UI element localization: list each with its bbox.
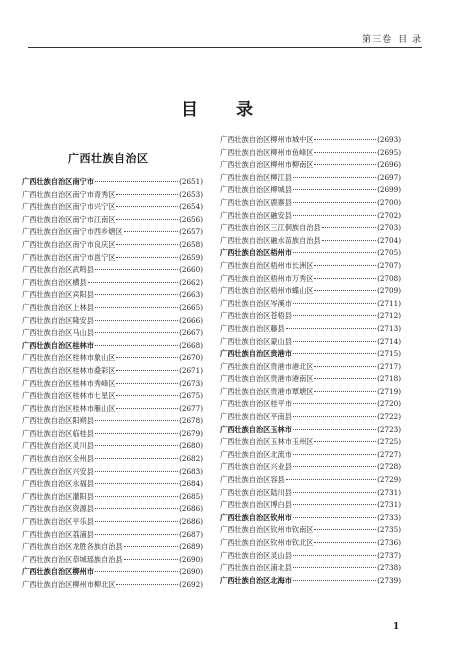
dot-leader bbox=[95, 521, 178, 522]
toc-entry-title: 广西壮族自治区柳州市城中区 bbox=[220, 135, 314, 144]
dot-leader bbox=[116, 357, 178, 358]
toc-entry-title: 广西壮族自治区隆安县 bbox=[22, 315, 94, 325]
dot-leader bbox=[322, 240, 376, 241]
toc-entry-title: 广西壮族自治区全州县 bbox=[22, 454, 94, 464]
toc-entry-title: 广西壮族自治区梧州市万秀区 bbox=[220, 273, 314, 283]
dot-leader bbox=[314, 139, 376, 140]
toc-entry[interactable] bbox=[220, 222, 401, 235]
volume-label: 第三卷 bbox=[362, 35, 393, 45]
toc-entry[interactable] bbox=[220, 210, 401, 223]
toc-entry-page: (2723) bbox=[377, 424, 401, 434]
toc-entry-page: (2653) bbox=[179, 189, 203, 199]
dot-leader bbox=[95, 420, 178, 421]
toc-entry-page: (2683) bbox=[179, 466, 203, 476]
toc-entry-page: (2728) bbox=[377, 462, 401, 472]
toc-entry[interactable] bbox=[220, 537, 401, 550]
dot-leader bbox=[95, 320, 178, 321]
dot-leader bbox=[293, 555, 376, 556]
toc-entry[interactable] bbox=[22, 516, 203, 529]
toc-entry[interactable] bbox=[220, 235, 401, 248]
toc-entry-title: 广西壮族自治区桂林市叠彩区 bbox=[22, 365, 116, 375]
dot-leader bbox=[88, 282, 178, 283]
toc-entry[interactable] bbox=[220, 323, 401, 336]
toc-entry-title: 广西壮族自治区柳州市 bbox=[22, 567, 94, 577]
dot-leader bbox=[95, 345, 178, 346]
toc-entry[interactable] bbox=[220, 336, 401, 349]
toc-entry[interactable] bbox=[22, 289, 203, 302]
toc-entry[interactable] bbox=[220, 524, 401, 537]
toc-entry-title: 广西壮族自治区兴安县 bbox=[22, 466, 94, 476]
toc-entry[interactable] bbox=[220, 310, 401, 323]
toc-entry[interactable] bbox=[22, 189, 203, 202]
toc-entry-page: (2720) bbox=[377, 399, 401, 409]
toc-entry[interactable] bbox=[22, 252, 203, 265]
toc-entry[interactable] bbox=[220, 147, 401, 160]
toc-entry-page: (2668) bbox=[179, 340, 203, 350]
dot-leader bbox=[95, 508, 178, 509]
toc-entry-title: 广西壮族自治区南宁市青秀区 bbox=[22, 189, 116, 199]
toc-entry-page: (2684) bbox=[179, 479, 203, 489]
page-number: 1 bbox=[393, 622, 400, 632]
toc-entry-page: (2687) bbox=[179, 529, 203, 539]
toc-entry-title: 广西壮族自治区临桂县 bbox=[22, 428, 94, 438]
dot-leader bbox=[116, 370, 178, 371]
toc-entry-page: (2731) bbox=[377, 500, 401, 510]
dot-leader bbox=[293, 454, 376, 455]
toc-entry[interactable] bbox=[22, 315, 203, 328]
toc-entry[interactable] bbox=[220, 562, 401, 575]
dot-leader bbox=[293, 353, 376, 354]
toc-entry[interactable] bbox=[22, 277, 203, 290]
toc-entry-page: (2666) bbox=[179, 315, 203, 325]
toc-entry-page: (2719) bbox=[377, 386, 401, 396]
toc-entry[interactable] bbox=[22, 579, 203, 592]
dot-leader bbox=[293, 189, 376, 190]
toc-entry-title: 广西壮族自治区柳城县 bbox=[220, 185, 292, 195]
toc-entry-page: (2686) bbox=[179, 504, 203, 514]
toc-entry-page: (2671) bbox=[179, 365, 203, 375]
dot-leader bbox=[293, 416, 376, 417]
toc-entry-page: (2679) bbox=[179, 428, 203, 438]
toc-entry-title: 广西壮族自治区南宁市西乡塘区 bbox=[22, 227, 123, 237]
toc-entry-title: 广西壮族自治区桂平市 bbox=[220, 399, 292, 409]
toc-entry-title: 广西壮族自治区南宁市兴宁区 bbox=[22, 202, 116, 212]
toc-entry-title: 广西壮族自治区资源县 bbox=[22, 504, 94, 514]
toc-entry[interactable] bbox=[220, 247, 401, 260]
toc-entry-page: (2718) bbox=[377, 374, 401, 384]
toc-entry-page: (2673) bbox=[179, 378, 203, 388]
toc-entry-title: 广西壮族自治区钦州市 bbox=[220, 512, 292, 522]
toc-entry-page: (2651) bbox=[179, 177, 203, 186]
dot-leader bbox=[116, 244, 178, 245]
dot-leader bbox=[95, 269, 178, 270]
toc-entry-page: (2729) bbox=[377, 475, 401, 485]
dot-leader bbox=[95, 458, 178, 459]
toc-entry-title: 广西壮族自治区玉林市 bbox=[220, 424, 292, 434]
toc-entry-title: 广西壮族自治区南宁市良庆区 bbox=[22, 239, 116, 249]
dot-leader bbox=[293, 567, 376, 568]
toc-entry-page: (2739) bbox=[377, 575, 401, 585]
dot-leader bbox=[293, 202, 376, 203]
toc-entry-page: (2657) bbox=[179, 227, 203, 237]
toc-entry-title: 广西壮族自治区宾阳县 bbox=[22, 290, 94, 300]
toc-entry-page: (2699) bbox=[377, 185, 401, 195]
toc-entry-page: (2662) bbox=[179, 277, 203, 287]
toc-entry[interactable] bbox=[220, 172, 401, 185]
toc-entry-page: (2737) bbox=[377, 550, 401, 560]
toc-entry[interactable] bbox=[22, 239, 203, 252]
dot-leader bbox=[95, 332, 178, 333]
toc-entry-title: 广西壮族自治区龙胜各族自治县 bbox=[22, 542, 123, 552]
toc-entry[interactable] bbox=[220, 159, 401, 172]
toc-entry-title: 广西壮族自治区鹿寨县 bbox=[220, 197, 292, 207]
dot-leader bbox=[293, 429, 376, 430]
toc-entry[interactable] bbox=[220, 134, 401, 147]
toc-entry-page: (2725) bbox=[377, 437, 401, 447]
toc-entry-title: 广西壮族自治区藤县 bbox=[220, 323, 285, 333]
toc-entry-page: (2663) bbox=[179, 290, 203, 300]
toc-entry-page: (2658) bbox=[179, 239, 203, 249]
toc-entry-title: 广西壮族自治区阳朔县 bbox=[22, 416, 94, 426]
toc-column-left bbox=[22, 176, 203, 592]
dot-leader bbox=[314, 265, 376, 266]
toc-entry-page: (2712) bbox=[377, 311, 401, 321]
dot-leader bbox=[95, 307, 178, 308]
dot-leader bbox=[124, 559, 178, 560]
toc-entry-page: (2717) bbox=[377, 361, 401, 371]
toc-entry-title: 广西壮族自治区荔浦县 bbox=[22, 529, 94, 539]
toc-entry[interactable] bbox=[22, 478, 203, 491]
toc-entry[interactable] bbox=[22, 390, 203, 403]
dot-leader bbox=[124, 546, 178, 547]
toc-entry[interactable] bbox=[220, 285, 401, 298]
dot-leader bbox=[293, 215, 376, 216]
dot-leader bbox=[314, 391, 376, 392]
toc-entry-title: 广西壮族自治区梧州市蝶山区 bbox=[220, 286, 314, 296]
toc-entry[interactable] bbox=[22, 352, 203, 365]
dot-leader bbox=[116, 383, 178, 384]
toc-entry-title: 广西壮族自治区南宁市邕宁区 bbox=[22, 252, 116, 262]
dot-leader bbox=[116, 395, 178, 396]
toc-entry-title: 广西壮族自治区陆川县 bbox=[220, 487, 292, 497]
dot-leader bbox=[116, 257, 178, 258]
toc-entry-title: 广西壮族自治区贵港市覃塘区 bbox=[220, 386, 314, 396]
toc-entry-page: (2690) bbox=[179, 567, 203, 577]
dot-leader bbox=[95, 483, 178, 484]
dot-leader bbox=[95, 433, 178, 434]
toc-entry-title: 广西壮族自治区永福县 bbox=[22, 479, 94, 489]
toc-entry-page: (2686) bbox=[179, 517, 203, 527]
dot-leader bbox=[293, 341, 376, 342]
dot-leader bbox=[116, 219, 178, 220]
dot-leader bbox=[293, 517, 376, 518]
toc-entry-page: (2733) bbox=[377, 512, 401, 522]
toc-entry-title: 广西壮族自治区梧州市长洲区 bbox=[220, 260, 314, 270]
toc-entry[interactable] bbox=[22, 415, 203, 428]
toc-entry-page: (2654) bbox=[179, 202, 203, 212]
toc-entry[interactable] bbox=[22, 503, 203, 516]
toc-entry-page: (2714) bbox=[377, 336, 401, 346]
toc-entry[interactable] bbox=[22, 541, 203, 554]
toc-entry[interactable] bbox=[220, 386, 401, 399]
toc-entry[interactable] bbox=[220, 298, 401, 311]
dot-leader bbox=[314, 290, 376, 291]
toc-entry-title: 广西壮族自治区博白县 bbox=[220, 500, 292, 510]
toc-entry-page: (2682) bbox=[179, 454, 203, 464]
toc-entry-page: (2695) bbox=[377, 147, 401, 157]
dot-leader bbox=[314, 152, 376, 153]
dot-leader bbox=[116, 408, 178, 409]
toc-entry-page: (2656) bbox=[179, 214, 203, 224]
toc-entry-title: 广西壮族自治区灌阳县 bbox=[22, 491, 94, 501]
toc-entry-title: 广西壮族自治区融水苗族自治县 bbox=[220, 235, 321, 245]
toc-entry-title: 广西壮族自治区三江侗族自治县 bbox=[220, 223, 321, 233]
toc-entry-page: (2707) bbox=[377, 260, 401, 270]
toc-entry-page: (2692) bbox=[179, 580, 203, 589]
toc-entry-page: (2696) bbox=[377, 160, 401, 170]
toc-entry[interactable] bbox=[220, 461, 401, 474]
toc-entry[interactable] bbox=[22, 226, 203, 239]
toc-entry-title: 广西壮族自治区桂林市象山区 bbox=[22, 353, 116, 363]
dot-leader bbox=[293, 177, 376, 178]
toc-entry-page: (2731) bbox=[377, 487, 401, 497]
toc-entry[interactable] bbox=[22, 466, 203, 479]
toc-column-right bbox=[220, 134, 401, 587]
dot-leader bbox=[314, 542, 376, 543]
dot-leader bbox=[293, 303, 376, 304]
toc-entry-page: (2700) bbox=[377, 197, 401, 207]
toc-entry-title: 广西壮族自治区桂林市 bbox=[22, 340, 94, 350]
toc-entry[interactable] bbox=[220, 424, 401, 437]
dot-leader bbox=[293, 403, 376, 404]
toc-entry-title: 广西壮族自治区柳州市柳北区 bbox=[22, 580, 116, 589]
toc-entry[interactable] bbox=[22, 201, 203, 214]
toc-entry-title: 广西壮族自治区马山县 bbox=[22, 328, 94, 338]
toc-entry-title: 广西壮族自治区钦州市钦北区 bbox=[220, 538, 314, 547]
toc-entry-page: (2708) bbox=[377, 273, 401, 283]
toc-entry[interactable] bbox=[22, 327, 203, 340]
toc-entry-title: 广西壮族自治区桂林市秀峰区 bbox=[22, 378, 116, 388]
dot-leader bbox=[293, 252, 376, 253]
toc-entry[interactable] bbox=[22, 365, 203, 378]
section-label: 目 录 bbox=[398, 35, 422, 45]
toc-entry-page: (2690) bbox=[179, 554, 203, 564]
toc-entry-page: (2736) bbox=[377, 538, 401, 547]
toc-entry-page: (2675) bbox=[179, 391, 203, 401]
toc-entry[interactable] bbox=[22, 491, 203, 504]
dot-leader bbox=[116, 194, 178, 195]
page-title: 目 录 bbox=[181, 100, 269, 120]
dot-leader bbox=[116, 584, 178, 585]
toc-entry-page: (2722) bbox=[377, 412, 401, 422]
toc-entry[interactable] bbox=[22, 302, 203, 315]
toc-entry-page: (2735) bbox=[377, 525, 401, 535]
toc-entry[interactable] bbox=[22, 566, 203, 579]
dot-leader bbox=[314, 441, 376, 442]
toc-entry-title: 广西壮族自治区平南县 bbox=[220, 412, 292, 422]
toc-entry-title: 广西壮族自治区玉林市玉州区 bbox=[220, 437, 314, 447]
toc-entry-title: 广西壮族自治区苍梧县 bbox=[220, 311, 292, 321]
dot-leader bbox=[314, 164, 376, 165]
toc-entry[interactable] bbox=[220, 449, 401, 462]
dot-leader bbox=[95, 571, 178, 572]
toc-entry[interactable] bbox=[220, 184, 401, 197]
toc-entry[interactable] bbox=[22, 428, 203, 441]
dot-leader bbox=[95, 496, 178, 497]
toc-entry-title: 广西壮族自治区融安县 bbox=[220, 210, 292, 220]
toc-entry-title: 广西壮族自治区北海市 bbox=[220, 575, 292, 585]
dot-leader bbox=[116, 206, 178, 207]
toc-entry-title: 广西壮族自治区上林县 bbox=[22, 302, 94, 312]
dot-leader bbox=[286, 479, 376, 480]
dot-leader bbox=[293, 315, 376, 316]
toc-entry-title: 广西壮族自治区柳州市柳南区 bbox=[220, 160, 314, 170]
toc-entry-page: (2660) bbox=[179, 265, 203, 275]
dot-leader bbox=[286, 328, 376, 329]
toc-entry[interactable] bbox=[220, 411, 401, 424]
toc-entry[interactable] bbox=[22, 378, 203, 391]
toc-entry-title: 广西壮族自治区北流市 bbox=[220, 449, 292, 459]
toc-entry-page: (2697) bbox=[377, 172, 401, 182]
toc-entry[interactable] bbox=[22, 264, 203, 277]
dot-leader bbox=[95, 534, 178, 535]
dot-leader bbox=[314, 378, 376, 379]
toc-entry[interactable] bbox=[220, 550, 401, 563]
dot-leader bbox=[293, 504, 376, 505]
toc-entry[interactable] bbox=[220, 487, 401, 500]
toc-entry-page: (2704) bbox=[377, 235, 401, 245]
toc-entry-page: (2680) bbox=[179, 441, 203, 451]
toc-entry-page: (2713) bbox=[377, 323, 401, 333]
toc-entry-title: 广西壮族自治区贵港市港北区 bbox=[220, 361, 314, 371]
toc-entry[interactable] bbox=[220, 260, 401, 273]
toc-entry[interactable] bbox=[220, 273, 401, 286]
dot-leader bbox=[293, 580, 376, 581]
toc-entry-page: (2711) bbox=[377, 298, 401, 308]
toc-entry[interactable] bbox=[22, 403, 203, 416]
toc-entry-page: (2665) bbox=[179, 302, 203, 312]
toc-entry[interactable] bbox=[22, 440, 203, 453]
toc-entry-title: 广西壮族自治区武鸣县 bbox=[22, 265, 94, 275]
toc-entry[interactable] bbox=[220, 436, 401, 449]
toc-entry[interactable] bbox=[220, 348, 401, 361]
toc-entry-page: (2702) bbox=[377, 210, 401, 220]
toc-entry[interactable] bbox=[22, 214, 203, 227]
toc-entry[interactable] bbox=[220, 373, 401, 386]
dot-leader bbox=[314, 529, 376, 530]
toc-entry[interactable] bbox=[220, 361, 401, 374]
dot-leader bbox=[314, 278, 376, 279]
toc-entry-title: 广西壮族自治区桂林市七星区 bbox=[22, 391, 116, 401]
toc-entry-title: 广西壮族自治区蒙山县 bbox=[220, 336, 292, 346]
toc-entry-title: 广西壮族自治区恭城瑶族自治县 bbox=[22, 554, 123, 564]
toc-entry-page: (2689) bbox=[179, 542, 203, 552]
toc-entry[interactable] bbox=[22, 453, 203, 466]
toc-entry[interactable] bbox=[220, 512, 401, 525]
dot-leader bbox=[293, 492, 376, 493]
toc-entry-title: 广西壮族自治区柳江县 bbox=[220, 172, 292, 182]
toc-entry-page: (2667) bbox=[179, 328, 203, 338]
toc-entry[interactable] bbox=[22, 529, 203, 542]
dot-leader bbox=[95, 471, 178, 472]
toc-entry-title: 广西壮族自治区灵川县 bbox=[22, 441, 94, 451]
toc-entry-title: 广西壮族自治区岑溪市 bbox=[220, 298, 292, 308]
toc-entry-page: (2705) bbox=[377, 248, 401, 258]
dot-leader bbox=[293, 466, 376, 467]
toc-entry-title: 广西壮族自治区灵山县 bbox=[220, 550, 292, 560]
toc-entry-page: (2727) bbox=[377, 449, 401, 459]
toc-entry-title: 广西壮族自治区钦州市钦南区 bbox=[220, 525, 314, 535]
dot-leader bbox=[322, 227, 376, 228]
toc-entry-title: 广西壮族自治区贵港市港南区 bbox=[220, 374, 314, 384]
toc-entry-title: 广西壮族自治区南宁市江南区 bbox=[22, 214, 116, 224]
toc-entry-title: 广西壮族自治区平乐县 bbox=[22, 517, 94, 527]
toc-entry-page: (2659) bbox=[179, 252, 203, 262]
dot-leader bbox=[95, 181, 178, 182]
toc-entry-title: 广西壮族自治区兴业县 bbox=[220, 462, 292, 472]
toc-entry[interactable] bbox=[22, 554, 203, 567]
toc-entry-page: (2670) bbox=[179, 353, 203, 363]
toc-entry-title: 广西壮族自治区梧州市 bbox=[220, 248, 292, 258]
toc-entry[interactable] bbox=[220, 474, 401, 487]
toc-entry-page: (2685) bbox=[179, 491, 203, 501]
region-title: 广西壮族自治区 bbox=[68, 152, 149, 165]
toc-entry[interactable] bbox=[220, 575, 401, 588]
toc-entry-title: 广西壮族自治区浦北县 bbox=[220, 563, 292, 573]
toc-entry[interactable] bbox=[22, 340, 203, 353]
toc-entry-title: 广西壮族自治区桂林市雁山区 bbox=[22, 403, 116, 413]
toc-entry-page: (2677) bbox=[179, 403, 203, 413]
toc-entry-page: (2703) bbox=[377, 223, 401, 233]
dot-leader bbox=[95, 445, 178, 446]
toc-entry-title: 广西壮族自治区横县 bbox=[22, 277, 87, 287]
toc-entry-page: (2678) bbox=[179, 416, 203, 426]
toc-entry[interactable] bbox=[220, 398, 401, 411]
toc-entry[interactable] bbox=[22, 176, 203, 189]
dot-leader bbox=[95, 294, 178, 295]
toc-entry-title: 广西壮族自治区贵港市 bbox=[220, 349, 292, 359]
dot-leader bbox=[314, 366, 376, 367]
toc-entry-page: (2693) bbox=[377, 135, 401, 144]
toc-entry-title: 广西壮族自治区柳州市鱼峰区 bbox=[220, 147, 314, 157]
toc-entry-title: 广西壮族自治区南宁市 bbox=[22, 177, 94, 186]
dot-leader bbox=[124, 231, 178, 232]
toc-entry-page: (2709) bbox=[377, 286, 401, 296]
toc-entry-page: (2715) bbox=[377, 349, 401, 359]
toc-entry-page: (2738) bbox=[377, 563, 401, 573]
running-header bbox=[28, 30, 422, 48]
toc-entry[interactable] bbox=[220, 197, 401, 210]
toc-entry[interactable] bbox=[220, 499, 401, 512]
toc-entry-title: 广西壮族自治区容县 bbox=[220, 475, 285, 485]
